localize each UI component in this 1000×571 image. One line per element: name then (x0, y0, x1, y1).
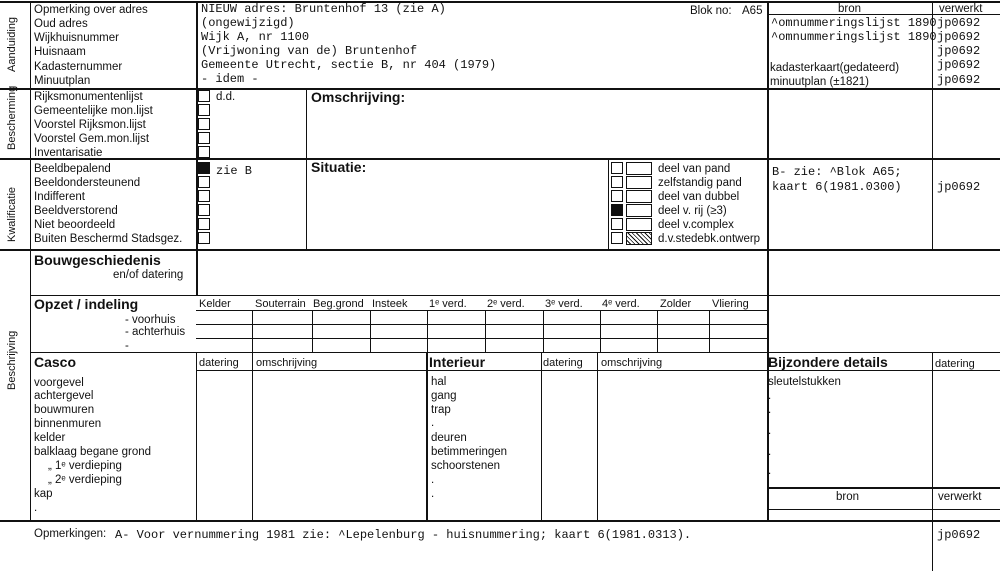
casco-item: „ 2ᵉ verdieping (48, 474, 122, 486)
interieur-item: betimmeringen (431, 446, 508, 458)
checkbox-deel-v-rij[interactable] (611, 204, 623, 216)
floor-header: Beg.grond (313, 298, 364, 310)
section-aanduiding-label: Aanduiding (6, 16, 18, 72)
label-inventarisatie: Inventarisatie (34, 147, 103, 159)
checkbox-inventarisatie[interactable] (198, 146, 210, 158)
bijzondere-datering-header: datering (935, 358, 975, 370)
row-voorhuis: - voorhuis (125, 314, 176, 326)
label-beeldbepalend: Beeldbepalend (34, 163, 111, 175)
casco-datering-header: datering (199, 357, 239, 369)
value-huisnaam: (Vrijwoning van de) Bruntenhof (201, 44, 418, 58)
checkbox-beeldverstorend[interactable] (198, 204, 210, 216)
verwerkt-item: jp0692 (937, 16, 981, 30)
checkbox-voorstel-rijksmon-lijst[interactable] (198, 118, 210, 130)
floor-header: 1ᵉ verd. (429, 298, 467, 310)
bouwgeschiedenis-heading: Bouwgeschiedenis (34, 252, 161, 268)
label-oud-adres: Oud adres (34, 18, 88, 30)
label-wijkhuisnummer: Wijkhuisnummer (34, 32, 119, 44)
label-minuutplan: Minuutplan (34, 75, 91, 87)
casco-item: . (34, 502, 38, 514)
label-huisnaam: Huisnaam (34, 46, 86, 58)
section-kwalificatie-label: Kwalificatie (6, 186, 18, 242)
bron-item: ^omnummeringslijst 1890 (771, 16, 937, 30)
value-oud-adres: (ongewijzigd) (201, 16, 295, 30)
kwalificatie-bron: kaart 6(1981.0300) (772, 180, 902, 194)
checkbox-deel-van-dubbel[interactable] (611, 190, 623, 202)
checkbox-indifferent[interactable] (198, 190, 210, 202)
floor-header: 3ᵉ verd. (545, 298, 583, 310)
checkbox-niet-beoordeeld[interactable] (198, 218, 210, 230)
label-voorstel-gem-mon-lijst: Voorstel Gem.mon.lijst (34, 133, 150, 145)
verwerkt-item: jp0692 (937, 58, 981, 72)
bron-item: kadasterkaart(gedateerd) (770, 62, 900, 74)
building-standalone-icon (626, 176, 652, 189)
datering-sub-label: en/of datering (113, 269, 184, 281)
value-kadasternummer: Gemeente Utrecht, sectie B, nr 404 (1979) (201, 58, 497, 72)
opmerkingen-verwerkt: jp0692 (937, 528, 981, 542)
bron-header: bron (838, 3, 862, 15)
value-minuutplan: - idem - (201, 72, 259, 86)
floor-header: Souterrain (255, 298, 306, 310)
bijzondere-heading: Bijzondere details (768, 354, 888, 370)
interieur-omschrijving-header: omschrijving (601, 357, 663, 369)
label-gemeentelijke-mon-lijst: Gemeentelijke mon.lijst (34, 105, 153, 117)
checkbox-beeldondersteunend[interactable] (198, 176, 210, 188)
casco-item: kelder (34, 432, 66, 444)
situatie-option: d.v.stedebk.ontwerp (658, 233, 761, 245)
label-beeldondersteunend: Beeldondersteunend (34, 177, 141, 189)
urban-design-icon (626, 232, 652, 245)
situatie-option: deel van dubbel (658, 191, 740, 203)
checkbox-gemeentelijke-mon-lijst[interactable] (198, 104, 210, 116)
checkbox-deel-v-complex[interactable] (611, 218, 623, 230)
row-extra: - (125, 340, 129, 352)
situatie-option: deel van pand (658, 163, 731, 175)
floor-header: Vliering (712, 298, 749, 310)
interieur-item: trap (431, 404, 451, 416)
interieur-item: . (431, 417, 435, 429)
section-bescherming-label: Bescherming (6, 85, 18, 150)
dd-label: d.d. (216, 91, 236, 103)
checkbox-rijksmonumentenlijst[interactable] (198, 90, 210, 102)
label-beeldverstorend: Beeldverstorend (34, 205, 118, 217)
row-achterhuis: - achterhuis (125, 326, 186, 338)
floor-header: Kelder (199, 298, 231, 310)
bijzondere-item: . (768, 425, 772, 437)
situatie-option: deel v.complex (658, 219, 734, 231)
interieur-item: gang (431, 390, 457, 402)
checkbox-voorstel-gem-mon-lijst[interactable] (198, 132, 210, 144)
casco-item: bouwmuren (34, 404, 95, 416)
bijzondere-item: . (768, 465, 772, 477)
casco-item: voorgevel (34, 377, 84, 389)
kwalificatie-bron: B- zie: ^Blok A65; (772, 165, 902, 179)
omschrijving-heading: Omschrijving: (311, 89, 406, 105)
casco-item: balklaag begane grond (34, 446, 152, 458)
checkbox-beeldbepalend[interactable] (198, 162, 210, 174)
opmerkingen-text: A- Voor vernummering 1981 zie: ^Lepelenburg - huisnummering; kaart 6(1981.0313). (115, 528, 692, 542)
value-opmerking-adres: NIEUW adres: Bruntenhof 13 (zie A) (201, 2, 446, 16)
blok-label: Blok no: (690, 5, 732, 17)
interieur-item: . (431, 474, 435, 486)
casco-heading: Casco (34, 354, 77, 370)
bijzondere-item: . (768, 446, 772, 458)
label-niet-beoordeeld: Niet beoordeeld (34, 219, 116, 231)
zie-value: zie B (216, 164, 253, 178)
casco-item: „ 1ᵉ verdieping (48, 460, 122, 472)
verwerkt-item: jp0692 (937, 44, 981, 58)
bijzondere-item: . (768, 404, 772, 416)
interieur-item: schoorstenen (431, 460, 501, 472)
section-beschrijving-label: Beschrijving (6, 330, 18, 390)
checkbox-stedebk-ontwerp[interactable] (611, 232, 623, 244)
building-row-icon (626, 204, 652, 217)
label-buiten-beschermd: Buiten Beschermd Stadsgez. (34, 233, 183, 245)
situatie-heading: Situatie: (311, 159, 367, 175)
interieur-datering-header: datering (543, 357, 583, 369)
checkbox-zelfstandig-pand[interactable] (611, 176, 623, 188)
bijzondere-item: sleutelstukken (768, 376, 841, 388)
bottom-verwerkt-header: verwerkt (938, 491, 982, 503)
floor-header: 2ᵉ verd. (487, 298, 525, 310)
bottom-bron-header: bron (836, 491, 860, 503)
label-opmerking-adres: Opmerking over adres (34, 4, 148, 16)
floor-header: 4ᵉ verd. (602, 298, 640, 310)
floor-header: Zolder (660, 298, 692, 310)
situatie-option: zelfstandig pand (658, 177, 742, 189)
checkbox-deel-van-pand[interactable] (611, 162, 623, 174)
situatie-option: deel v. rij (≥3) (658, 205, 727, 217)
building-double-icon (626, 190, 652, 203)
value-wijkhuisnummer: Wijk A, nr 1100 (201, 30, 310, 44)
interieur-heading: Interieur (429, 354, 486, 370)
bron-item: ^omnummeringslijst 1890 (771, 30, 937, 44)
interieur-item: deuren (431, 432, 467, 444)
verwerkt-item: jp0692 (937, 73, 981, 87)
label-rijksmonumentenlijst: Rijksmonumentenlijst (34, 91, 143, 103)
verwerkt-item: jp0692 (937, 30, 981, 44)
bron-item: minuutplan (±1821) (770, 76, 870, 88)
blok-value: A65 (742, 5, 763, 17)
floor-header: Insteek (372, 298, 408, 310)
casco-item: achtergevel (34, 390, 94, 402)
label-voorstel-rijksmon-lijst: Voorstel Rijksmon.lijst (34, 119, 146, 131)
verwerkt-header: verwerkt (939, 3, 983, 15)
label-kadasternummer: Kadasternummer (34, 61, 123, 73)
casco-omschrijving-header: omschrijving (256, 357, 318, 369)
opmerkingen-label: Opmerkingen: (34, 528, 107, 540)
opzet-heading: Opzet / indeling (34, 296, 139, 312)
interieur-item: . (431, 488, 435, 500)
casco-item: kap (34, 488, 53, 500)
building-complex-icon (626, 218, 652, 231)
casco-item: binnenmuren (34, 418, 102, 430)
kwalificatie-verwerkt: jp0692 (937, 180, 981, 194)
interieur-item: hal (431, 376, 447, 388)
checkbox-buiten-beschermd[interactable] (198, 232, 210, 244)
bijzondere-item: . (768, 390, 772, 402)
label-indifferent: Indifferent (34, 191, 85, 203)
building-part-icon (626, 162, 652, 175)
